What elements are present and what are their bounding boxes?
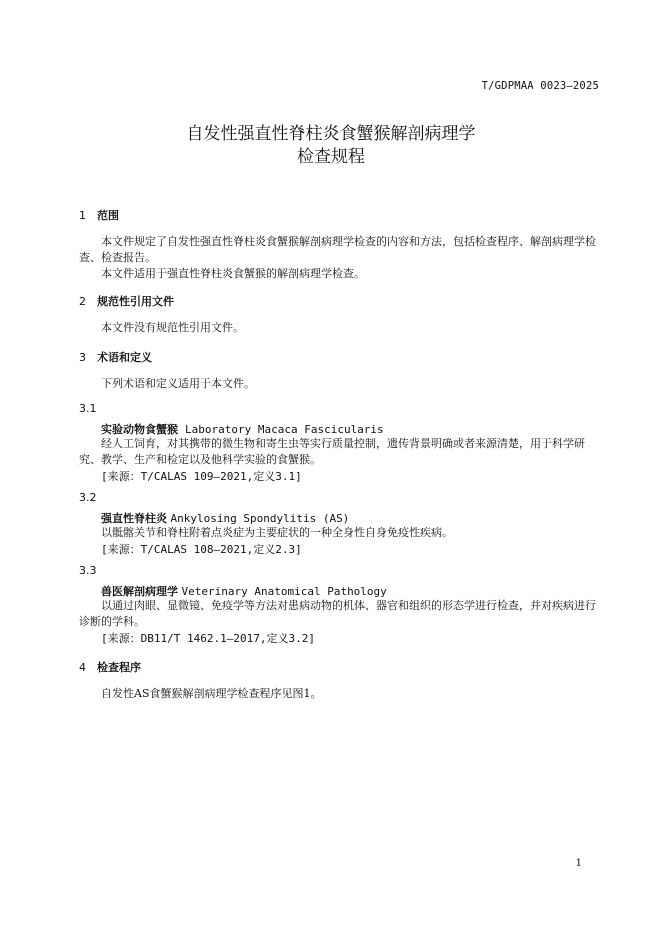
section-number: 2 [79, 295, 86, 308]
section-title: 范围 [97, 209, 119, 222]
section-title: 规范性引用文件 [97, 295, 174, 308]
section-number: 4 [79, 661, 86, 674]
term-3-3-source: [来源：DB11/T 1462.1—2017,定义3.2] [101, 632, 315, 645]
document-code: T/GDPMAA 0023—2025 [481, 80, 599, 92]
section-4-heading [79, 659, 141, 675]
section-1-paragraph-2: 本文件适用于强直性脊柱炎食蟹猴的解剖病理学检查。 [101, 267, 365, 280]
term-en: Veterinary Anatomical Pathology [181, 585, 387, 598]
section-number: 1 [79, 209, 86, 222]
term-zh: 兽医解剖病理学 [101, 585, 178, 598]
term-3-1-title [101, 421, 384, 437]
document-title-line2: 检查规程 [297, 147, 365, 167]
term-en: Laboratory Macaca Fascicularis [185, 423, 384, 436]
term-3-2-title [101, 510, 349, 526]
section-3-heading [79, 349, 152, 365]
term-zh: 实验动物食蟹猴 [101, 423, 178, 436]
term-en: Ankylosing Spondylitis (AS) [170, 512, 350, 525]
section-1-paragraph-1: 本文件规定了自发性强直性脊柱炎食蟹猴解剖病理学检查的内容和方法，包括检查程序、解剖病理学检查、检查报告。 [79, 235, 596, 264]
term-3-3-title [101, 583, 387, 599]
page-number: 1 [575, 858, 582, 869]
term-3-1-definition: 经人工饲育，对其携带的微生物和寄生虫等实行质量控制，遗传背景明确或者来源清楚，用于科学研究、教学、生产和检定以及他科学实验的食蟹猴。 [79, 437, 585, 466]
section-2-paragraph-1: 本文件没有规范性引用文件。 [101, 321, 244, 334]
section-2-heading [79, 293, 174, 309]
term-3-2-number: 3.2 [79, 491, 97, 504]
term-3-1-number: 3.1 [79, 402, 97, 415]
section-1-heading [79, 207, 119, 223]
section-title: 检查程序 [97, 661, 141, 674]
section-3-paragraph-1: 下列术语和定义适用于本文件。 [101, 377, 255, 390]
document-title-line1: 自发性强直性脊柱炎食蟹猴解剖病理学 [186, 124, 476, 144]
term-3-3-definition: 以通过肉眼、显微镜、免疫学等方法对患病动物的机体、器官和组织的形态学进行检查，并对疾病进行诊断的学科。 [79, 599, 596, 628]
term-3-3-number: 3.3 [79, 564, 97, 577]
section-4-paragraph-1: 自发性AS食蟹猴解剖病理学检查程序见图1。 [101, 687, 322, 700]
section-number: 3 [79, 351, 86, 364]
term-3-2-definition: 以骶髂关节和脊柱附着点炎症为主要症状的一种全身性自身免疫性疾病。 [101, 526, 453, 539]
term-zh: 强直性脊柱炎 [101, 512, 167, 525]
term-3-2-source: [来源：T/CALAS 108—2021,定义2.3] [101, 543, 302, 556]
term-3-1-source: [来源：T/CALAS 109—2021,定义3.1] [101, 470, 302, 483]
section-title: 术语和定义 [97, 351, 152, 364]
